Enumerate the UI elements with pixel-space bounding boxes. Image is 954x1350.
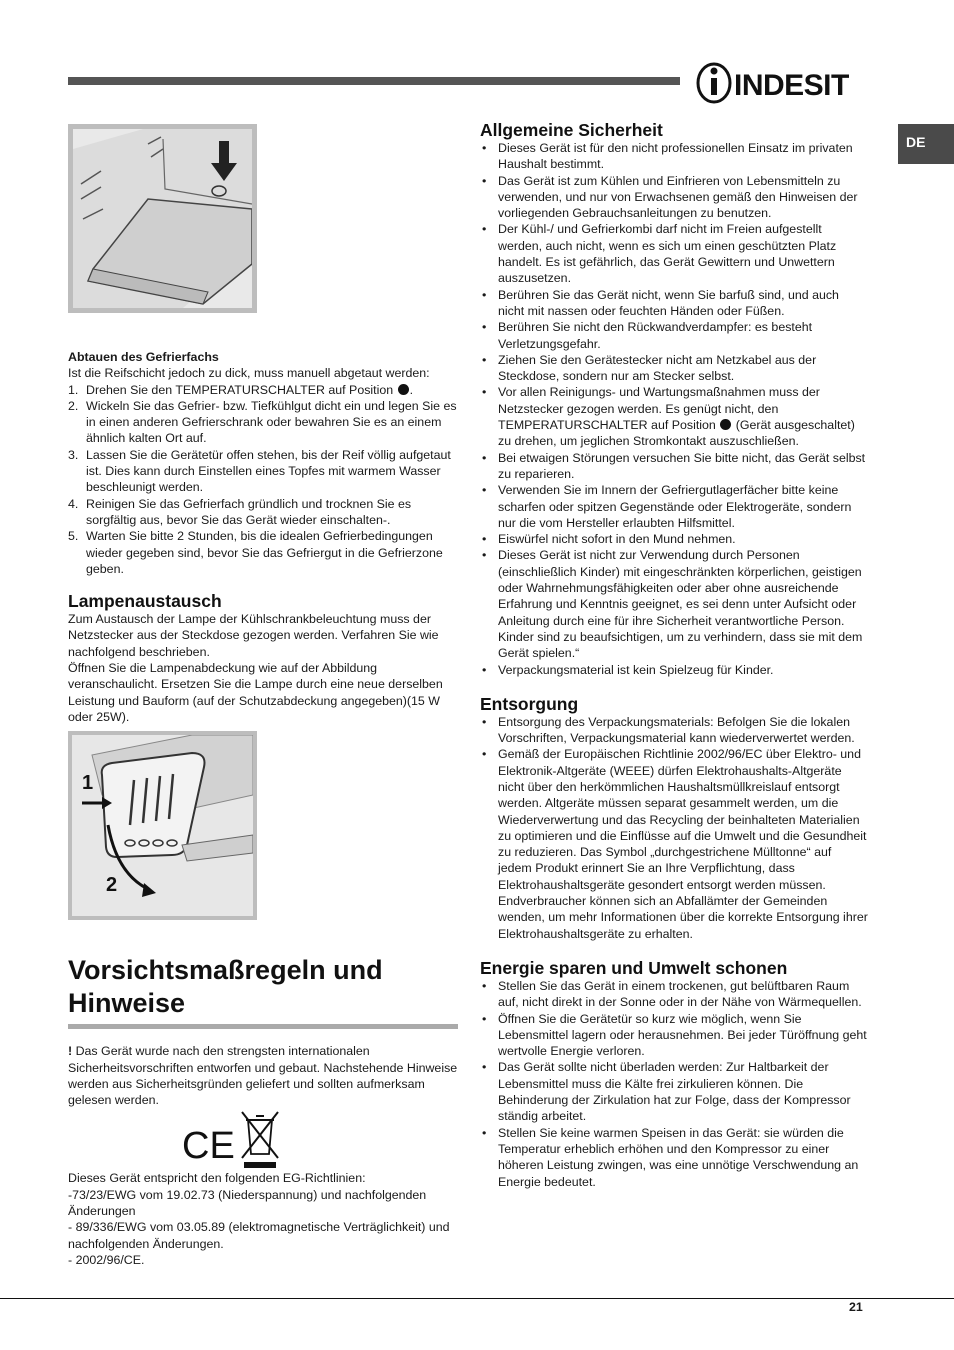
arrow-down-icon: [219, 141, 229, 165]
list-item: • Bei etwaigen Störungen versuchen Sie bitte nicht, das Gerät selbst zu reparieren.: [480, 450, 868, 483]
directive-emc: - 89/336/EWG vom 03.05.89 (elektromagnetische Verträglichkeit) und nachfolgenden Änderungen.: [68, 1220, 450, 1251]
page-number: 21: [849, 1300, 863, 1314]
list-item: 2. Wickeln Sie das Gefrier- bzw. Tiefkühlgut dicht ein und legen Sie es in einen anderen Gefrierschrank oder bewahren Sie es an einem ähnlich kalten Ort auf.: [68, 398, 457, 446]
defrost-heading: Abtauen des Gefrierfachs: [68, 350, 219, 364]
list-item: • Das Gerät ist zum Kühlen und Einfrieren von Lebensmitteln zu verwenden, und nur von Erwachsenen gemäß den Hinweisen der vorliegenden Gebrauchsanleitungen zu benutzen.: [480, 173, 868, 222]
list-item: 1. Drehen Sie den TEMPERATURSCHALTER auf Position .: [68, 382, 414, 397]
list-item: • Öffnen Sie die Gerätetür so kurz wie möglich, wenn Sie Lebensmittel lagern oder herausnehmen. Bei jeder Türöffnung geht wertvolle Energie verloren.: [480, 1011, 868, 1060]
lamp-illustration: [68, 731, 257, 920]
list-item: • Dieses Gerät ist nicht zur Verwendung durch Personen (einschließlich Kinder) mit eingeschränkten körperlichen, geistigen oder Wahrnehmungsfähigkeiten oder aber ohne ausreichende Erfahrung und Kenntnis geeignet, es sei denn unter Aufsicht oder Anleitung durch eine für ihre Sicherheit verantwortliche Person. Kinder sind zu beaufsichtigen, um zu verhindern, dass sie mit dem Gerät spielen.“: [480, 547, 868, 661]
directive-low-voltage: -73/23/EWG vom 19.02.73 (Niederspannung) und nachfolgenden Änderungen: [68, 1187, 427, 1219]
crossed-bin-icon: [242, 1112, 278, 1168]
list-item: • Stellen Sie keine warmen Speisen in das Gerät: sie würden die Temperatur erheblich erhöhen und den Kompressor zu einer höheren Leistung zwingen, was eine unnötige Verschwendung an Energie bedeutet.: [480, 1125, 868, 1190]
indesit-logo: [694, 60, 870, 106]
safety-list: [480, 140, 868, 678]
energy-list: [480, 978, 868, 1190]
list-item: • Das Gerät sollte nicht überladen werden: Zur Haltbarkeit der Lebensmittel muss die Kälte frei zirkulieren können. Die Behinderung der Zirkulation hat zur Folge, dass der Kompressor ständig arbeitet.: [480, 1059, 868, 1124]
left-column: [68, 120, 458, 1268]
disposal-list: [480, 714, 868, 942]
svg-text:1: 1: [82, 772, 94, 795]
list-item: • Verpackungsmaterial ist kein Spielzeug für Kinder.: [480, 662, 868, 678]
safety-heading: Allgemeine Sicherheit: [480, 120, 663, 140]
list-item: • Der Kühl-/ und Gefrierkombi darf nicht im Freien aufgestellt werden, auch nicht, wenn es sich um einen geschützten Platz handelt. Es ist gefährlich, das Gerät Gewittern und Unwettern auszusetzen.: [480, 221, 868, 286]
off-position-icon: [720, 419, 731, 430]
list-item: • Ziehen Sie den Gerätestecker nicht am Netzkabel aus der Steckdose, sondern nur am Stecker selbst.: [480, 352, 868, 385]
list-item: • Dieses Gerät ist für den nicht professionellen Einsatz im privaten Haushalt bestimmt.: [480, 140, 868, 173]
list-item: • Berühren Sie nicht den Rückwandverdampfer: es besteht Verletzungsgefahr.: [480, 319, 868, 352]
defrost-steps: [68, 382, 458, 578]
svg-text:INDESIT: INDESIT: [734, 69, 849, 102]
directive-weee: - 2002/96/CE.: [68, 1252, 145, 1267]
warning-paragraph: ! Das Gerät wurde nach den strengsten internationalen Sicherheitsvorschriften entworfen und gebaut. Nachstehende Hinweise werden aus Sicherheitsgründen geliefert und sollten aufmerksam gelesen werden.: [68, 1044, 458, 1108]
lamp-paragraph-2: Öffnen Sie die Lampenabdeckung wie auf der Abbildung veranschaulicht. Ersetzen Sie die Lampe durch eine neue derselben Leistung und Bauform (auf der Schutzabdeckung angegeben)(15 W oder 25W).: [68, 661, 443, 724]
list-item: • Entsorgung des Verpackungsmaterials: Befolgen Sie die lokalen Vorschriften, Verpackungsmaterial kann wiederverwertet werden.: [480, 714, 868, 747]
list-item: • Gemäß der Europäischen Richtlinie 2002/96/EC über Elektro- und Elektronik-Altgeräte (WEEE) dürfen Elektrohaushalts-Altgeräte nicht über den herkömmlichen Haushaltsmüllkreislauf entsorgt werden. Altgeräte müssen separat gesammelt werden, um die Wiederverwertung und das Recycling der beinhalteten Materialien zu optimieren und die Einflüsse auf die Umwelt und die Gesundheit zu reduzieren. Das Symbol „durchgestrichene Mülltonne“ auf jedem Produkt erinnert Sie an Ihre Verpflichtung, dass Elektrohaushaltsgeräte gesondert entsorgt werden müssen. Endverbraucher können sich an Abfallämter der Gemeinden wenden, um mehr Informationen über die korrekte Entsorgung ihrer Elektrohaushaltsgeräte zu erhalten.: [480, 746, 868, 942]
right-column: [480, 120, 868, 1190]
ce-mark-icon: CE: [182, 1125, 235, 1168]
footer-rule: [0, 1298, 954, 1299]
language-tab: DE: [898, 124, 954, 164]
list-item: 5. Warten Sie bitte 2 Stunden, bis die idealen Gefrierbedingungen wieder gegeben sind, bevor Sie das Gefriergut in die Gefrierzone geben.: [68, 529, 443, 576]
warning-mark: !: [68, 1044, 73, 1059]
defrost-intro: Ist die Reifschicht jedoch zu dick, muss manuell abgetaut werden:: [68, 366, 430, 381]
lamp-paragraph-1: Zum Austausch der Lampe der Kühlschrankbeleuchtung muss der Netzstecker aus der Steckdose gezogen werden. Verfahren Sie wie nachfolgend beschrieben.: [68, 612, 439, 659]
directives-intro: Dieses Gerät entspricht den folgenden EG-Richtlinien:: [68, 1171, 366, 1186]
disposal-heading: Entsorgung: [480, 693, 579, 714]
header-rule: [68, 77, 680, 85]
energy-heading: Energie sparen und Umwelt schonen: [480, 957, 788, 978]
list-item: • Eiswürfel nicht sofort in den Mund nehmen.: [480, 531, 868, 547]
list-item: • Verwenden Sie im Innern der Gefriergutlagerfächer bitte keine scharfen oder spitzen Gegenstände oder Elektrogeräte, sondern nur die vom Hersteller erlaubten Hilfsmittel.: [480, 482, 868, 531]
compliance-marks: [180, 1108, 300, 1170]
list-item: 4. Reinigen Sie das Gefrierfach gründlich und trocknen Sie es sorgfältig aus, bevor Sie das Gerät wieder einschalten-.: [68, 496, 412, 527]
precautions-title: Vorsichtsmaßregeln und Hinweise: [68, 955, 383, 1019]
lamp-heading: Lampenaustausch: [68, 591, 222, 612]
list-item: • Stellen Sie das Gerät in einem trockenen, gut belüftbaren Raum auf, nicht direkt in der Sonne oder in der Nähe von Wärmequellen.: [480, 978, 868, 1011]
list-item: • Vor allen Reinigungs- und Wartungsmaßnahmen muss der Netzstecker gezogen werden. Es genügt nicht, den TEMPERATURSCHALTER auf Position (Gerät ausgeschaltet) zu drehen, um jeglichen Stromkontakt auszuschließen.: [480, 384, 868, 449]
svg-text:2: 2: [106, 874, 118, 897]
list-item: • Berühren Sie das Gerät nicht, wenn Sie barfuß sind, und auch nicht mit nassen oder feuchten Händen oder Füßen.: [480, 287, 868, 320]
off-position-icon: [398, 384, 409, 395]
freezer-illustration: [68, 124, 257, 313]
list-item: 3. Lassen Sie die Gerätetür offen stehen, bis der Reif völlig aufgetaut ist. Dies kann durch Einstellen eines Topfes mit warmem Wasser beschleunigt werden.: [68, 447, 451, 495]
